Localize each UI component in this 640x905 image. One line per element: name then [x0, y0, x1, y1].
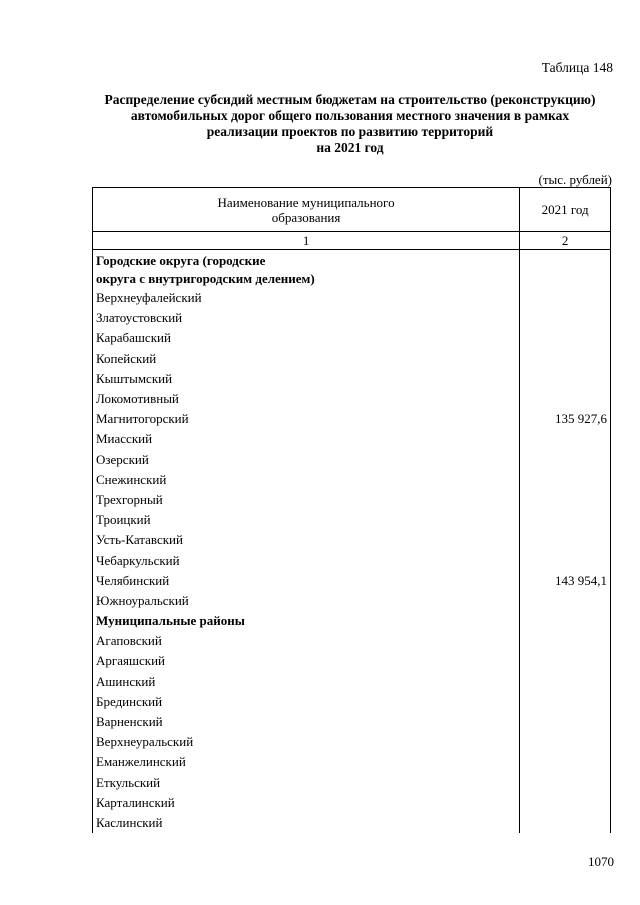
municipality-name: Агаповский — [93, 631, 520, 651]
municipality-name: Копейский — [93, 349, 520, 369]
table-row — [93, 793, 611, 813]
subsidy-value — [520, 308, 611, 328]
table-row — [93, 571, 611, 591]
table-row — [93, 631, 611, 651]
table-row — [93, 692, 611, 712]
table-row — [93, 773, 611, 793]
municipality-name: Челябинский — [93, 571, 520, 591]
subsidy-value — [520, 712, 611, 732]
header-municipality-line-2: образования — [271, 209, 341, 225]
table-row — [93, 450, 611, 470]
table-row — [93, 813, 611, 833]
subsidy-value — [520, 328, 611, 348]
table-row — [93, 712, 611, 732]
municipality-name: Чебаркульский — [93, 550, 520, 570]
table-row — [93, 349, 611, 369]
table-row — [93, 429, 611, 449]
subsidy-value — [520, 651, 611, 671]
group-header-row — [93, 611, 611, 631]
table-row — [93, 530, 611, 550]
table-row — [93, 591, 611, 611]
table-row — [93, 510, 611, 530]
municipality-name: Троицкий — [93, 510, 520, 530]
subsidy-value — [520, 611, 611, 631]
subsidy-value — [520, 288, 611, 308]
subsidy-value — [520, 369, 611, 389]
group-header-line-2: округа с внутригородским делением) — [96, 271, 315, 286]
municipality-name: Аргаяшский — [93, 651, 520, 671]
subsidy-value — [520, 470, 611, 490]
header-year: 2021 год — [520, 188, 611, 232]
subsidy-value — [520, 490, 611, 510]
municipality-name: Брединский — [93, 692, 520, 712]
municipality-name: Ашинский — [93, 672, 520, 692]
subsidy-value — [520, 429, 611, 449]
subsidy-table — [92, 187, 611, 833]
municipality-name: Озерский — [93, 450, 520, 470]
municipality-name: Снежинский — [93, 470, 520, 490]
table-row — [93, 550, 611, 570]
table-row — [93, 651, 611, 671]
municipality-name: Еманжелинский — [93, 752, 520, 772]
municipality-name: Еткульский — [93, 773, 520, 793]
table-row — [93, 369, 611, 389]
subsidy-value — [520, 631, 611, 651]
column-number-1: 1 — [93, 232, 520, 250]
title-line-3: реализации проектов по развитию территорий — [206, 124, 494, 139]
subsidy-value: 135 927,6 — [520, 409, 611, 429]
page-number: 1070 — [588, 854, 614, 869]
table-row — [93, 409, 611, 429]
table-row — [93, 752, 611, 772]
document-title — [90, 92, 610, 156]
municipality-name: Кыштымский — [93, 369, 520, 389]
column-number-2: 2 — [520, 232, 611, 250]
municipality-name: Миасский — [93, 429, 520, 449]
group-header-line-1: Городские округа (городские — [96, 253, 266, 268]
subsidy-value — [520, 773, 611, 793]
subsidy-value — [520, 793, 611, 813]
group-header-value — [520, 250, 611, 289]
table-row — [93, 672, 611, 692]
municipality-name: Варненский — [93, 712, 520, 732]
table-row — [93, 288, 611, 308]
subsidy-value — [520, 672, 611, 692]
table-row — [93, 732, 611, 752]
subsidy-value — [520, 813, 611, 833]
municipality-name: Златоустовский — [93, 308, 520, 328]
subsidy-value — [520, 752, 611, 772]
subsidy-value — [520, 349, 611, 369]
municipality-name: Верхнеуфалейский — [93, 288, 520, 308]
units-label: (тыс. рублей) — [538, 172, 612, 187]
subsidy-value — [520, 389, 611, 409]
header-municipality-line-1: Наименование муниципального — [217, 194, 395, 210]
municipality-name: Каслинский — [93, 813, 520, 833]
municipality-name: Усть-Катавский — [93, 530, 520, 550]
table-row — [93, 328, 611, 348]
table-row — [93, 389, 611, 409]
table-row — [93, 470, 611, 490]
municipality-name: Муниципальные районы — [93, 611, 520, 631]
subsidy-value: 143 954,1 — [520, 571, 611, 591]
column-number-row — [93, 232, 611, 250]
municipality-name: Локомотивный — [93, 389, 520, 409]
municipality-name: Южноуральский — [93, 591, 520, 611]
table-row — [93, 490, 611, 510]
municipality-name: Трехгорный — [93, 490, 520, 510]
table-header-row — [93, 188, 611, 232]
municipality-name: Карабашский — [93, 328, 520, 348]
subsidy-value — [520, 550, 611, 570]
group-header-urban-districts — [93, 250, 520, 289]
subsidy-value — [520, 450, 611, 470]
subsidy-value — [520, 591, 611, 611]
subsidy-value — [520, 692, 611, 712]
header-municipality — [93, 188, 520, 232]
municipality-name: Карталинский — [93, 793, 520, 813]
title-line-1: Распределение субсидий местным бюджетам на строительство (реконструкцию) — [104, 92, 596, 107]
subsidy-value — [520, 530, 611, 550]
title-line-4: на 2021 год — [316, 140, 384, 155]
subsidy-value — [520, 732, 611, 752]
title-line-2: автомобильных дорог общего пользования местного значения в рамках — [130, 108, 570, 123]
table-row — [93, 308, 611, 328]
subsidy-value — [520, 510, 611, 530]
group-header-row — [93, 250, 611, 289]
municipality-name: Верхнеуральский — [93, 732, 520, 752]
table-number-label: Таблица 148 — [541, 60, 613, 75]
municipality-name: Магнитогорский — [93, 409, 520, 429]
